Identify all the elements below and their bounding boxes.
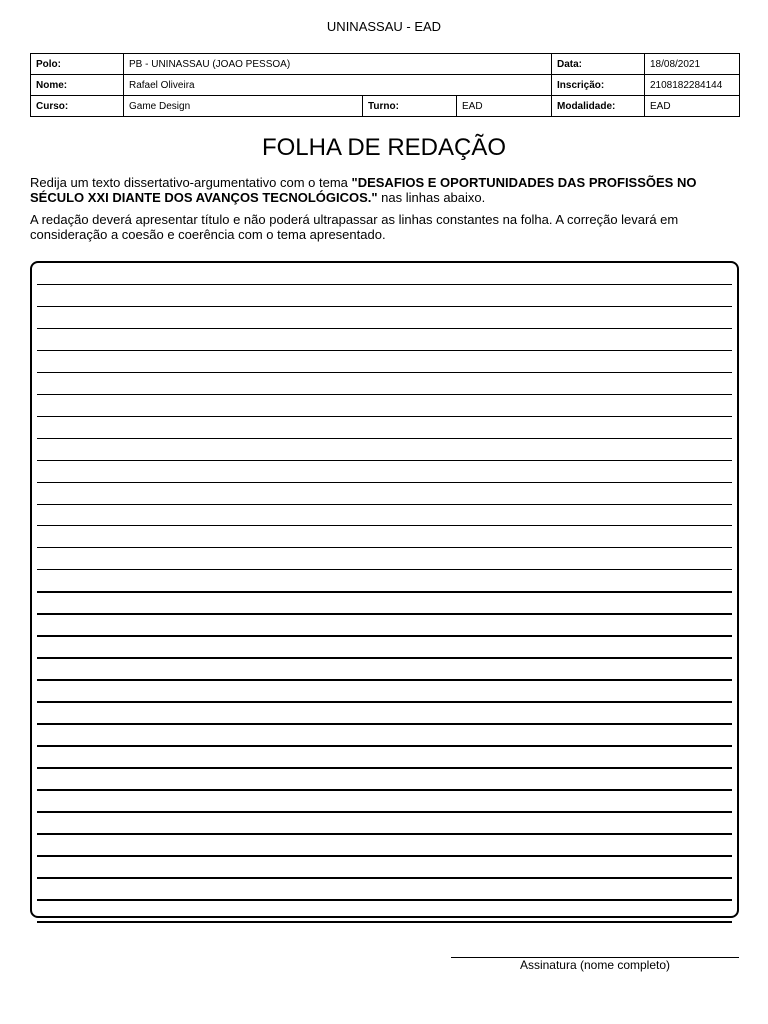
instruction-rules: A redação deverá apresentar título e não poderá ultrapassar as linhas constantes na folha. A correção levará em consideração a coesão e coerência com o tema apresentado. [30,212,679,242]
writing-line[interactable] [37,723,732,725]
writing-line[interactable] [37,921,732,923]
writing-line[interactable] [37,569,732,570]
writing-line[interactable] [37,328,732,329]
writing-line[interactable] [37,416,732,417]
instruction-suffix: nas linhas abaixo. [377,190,486,205]
info-row-polo [31,54,740,75]
info-row-curso [31,96,740,117]
inscricao-value: 2108182284144 [645,75,740,96]
writing-line[interactable] [37,635,732,637]
info-row-nome [31,75,740,96]
data-label: Data: [552,54,645,75]
polo-value: PB - UNINASSAU (JOAO PESSOA) [124,54,552,75]
turno-value: EAD [457,96,552,117]
page-header: UNINASSAU - EAD [326,19,442,34]
writing-line[interactable] [37,877,732,879]
polo-label: Polo: [31,54,124,75]
nome-label: Nome: [31,75,124,96]
writing-line[interactable] [37,811,732,813]
writing-line[interactable] [37,525,732,526]
instruction-theme [30,175,742,205]
curso-label: Curso: [31,96,124,117]
writing-line[interactable] [37,789,732,791]
modalidade-label: Modalidade: [552,96,645,117]
instruction-prefix: Redija um texto dissertativo-argumentativo com o tema [30,175,352,190]
writing-line[interactable] [37,855,732,857]
curso-value: Game Design [124,96,363,117]
writing-line[interactable] [37,591,732,593]
writing-line[interactable] [37,438,732,439]
writing-line[interactable] [37,394,732,395]
writing-line[interactable] [37,504,732,505]
writing-line[interactable] [37,460,732,461]
writing-line[interactable] [37,833,732,835]
writing-line[interactable] [37,899,732,901]
signature-label: Assinatura (nome completo) [519,958,671,972]
writing-line[interactable] [37,679,732,681]
writing-line[interactable] [37,284,732,285]
writing-line[interactable] [37,372,732,373]
writing-line[interactable] [37,613,732,615]
writing-line[interactable] [37,482,732,483]
writing-line[interactable] [37,767,732,769]
writing-line[interactable] [37,657,732,659]
writing-line[interactable] [37,547,732,548]
page-title: FOLHA DE REDAÇÃO [261,134,507,161]
data-value: 18/08/2021 [645,54,740,75]
inscricao-label: Inscrição: [552,75,645,96]
essay-writing-area[interactable] [30,261,739,918]
essay-theme: "DESAFIOS E OPORTUNIDADES DAS PROFISSÕES NO SÉCULO XXI DIANTE DOS AVANÇOS TECNOLÓGICOS." [30,175,697,205]
writing-line[interactable] [37,701,732,703]
nome-value: Rafael Oliveira [124,75,552,96]
writing-line[interactable] [37,306,732,307]
writing-line[interactable] [37,350,732,351]
writing-line[interactable] [37,745,732,747]
turno-label: Turno: [363,96,457,117]
modalidade-value: EAD [645,96,740,117]
student-info-table [30,53,740,117]
